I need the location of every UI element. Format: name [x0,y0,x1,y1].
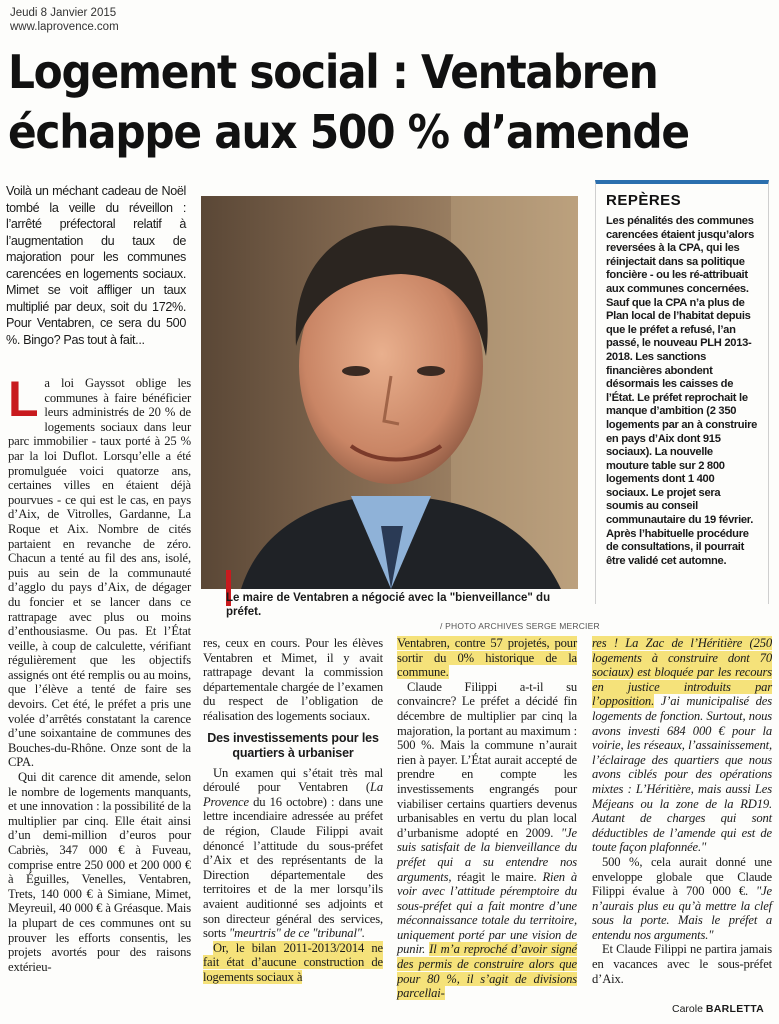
paragraph [203,941,383,985]
paragraph: res, ceux en cours. Pour les élèves Ventabren et Mimet, il y avait rattrapage devant la commission départementale chargée de l’examen du respect de l’obligation de réalisation des logements sociaux. [203,636,383,723]
highlighted-text: Or, le bilan 2011-2013/2014 ne fait état d’aucune construction de logements sociaux à [203,940,383,984]
page-header [10,6,119,34]
paragraph [592,855,772,943]
quote: "meurtris" de ce "tribunal". [229,926,365,941]
sidebar-title: REPÈRES [606,192,682,209]
paragraph: Et Claude Filippi ne partira jamais en vacances avec le sous-préfet d’Aix. [592,942,772,986]
quote: Rien à voir avec l’attitude péremptoire du sous-préfet qui a fait montre d’une méconnaissance totale du territoire, uniquement porté par une vision de punir. [397,869,578,957]
highlighted-quote: Il m’a reproché d’avoir signé des permis de construire alors que pour 80 %, il s’agit de divisions parcellai- [397,942,577,1001]
text-run: 500 %, cela aurait donné une enveloppe globale que Claude Filippi évalue à 700 000 €. [592,854,772,899]
highlighted-text: Ventabren, contre 57 projetés, pour sortir du 0% historique de la commune. [397,636,577,680]
subheading: Des investissements pour les quartiers à urbaniser [207,730,379,760]
quote: "Je suis satisfait de la bienveillance du préfet qui a su entendre nos arguments, [397,825,577,884]
text-run: Claude Filippi a-t-il su convaincre? Le préfet a décidé fin décembre de multiplier par cinq la majoration, la portant au maximum : 500 %. Mais la commune n’aurait rien à payer. L’État aurait accepté de prendre en compte les investissements engrangés pour viabiliser certains quartiers devenus urbanisables en vertu du plan local d’urbanisme adopté en 2009. [397,679,577,840]
paragraph [592,636,772,855]
reperes-sidebar [595,180,769,604]
quote: "Je n’aurais plus eu qu’à mettre la clef sous la porte. Mais le préfet a entendu nos arguments." [592,884,772,942]
paragraph [203,766,383,941]
portrait-photo [201,196,578,589]
highlighted-quote: res ! La Zac de l’Héritière (250 logements à construire dont 70 sociaux) est bloquée par les recours en justice introduits par l’opposition. [592,636,772,709]
text-run: du 16 octobre) : dans une lettre incendiaire adressée au préfet de région, Claude Filippi avait dénoncé l’attitude du sous-préfet d’Aix et des représentants de la Direction départementale des territoires et de la mer lorsqu’ils avaient auditionné ses adjoints et son directeur général des services, sorts [203,794,383,941]
photo-credit: / PHOTO ARCHIVES SERGE MERCIER [440,621,600,631]
author-first-name: Carole [672,1003,703,1015]
paragraph: a loi Gayssot oblige les communes à faire bénéficier leurs administrés de 20 % de logements sociaux dans leur parc immobilier - taux porté à 25 % par la loi Duflot. Lorsqu’elle a été promulguée voici quatorze ans, certaines villes en étaient déjà pourvues - ce qui est le cas, en pays d’Aix, de Vitrolles, Gardanne, La Roque et Aix. Nombre de cités partaient en revanche de zéro. Chacun a tenté au fil des ans, isolé, puis au sein de la communauté d’agglo du pays d’Aix, de dégager du foncier et se lancer dans ce rattrapage avec plus ou moins d’enthousiasme. Ou pas. Et l’État veille, à coup de calculette, vérifiant régulièrement que les objectifs assignés ont été remplis ou au moins, que l’élève a tenté de faire ses devoirs. Cet été, le préfet a pris une volée d’arrêtés constatant la carence d’une soixantaine de communes des Bouches-du-Rhône. Onze sont de la CPA. [8,376,191,770]
article-column-3 [397,636,577,1001]
drop-cap: L [8,371,39,427]
paragraph [397,680,577,1001]
lead-paragraph: Voilà un méchant cadeau de Noël tombé la veille du réveillon : l’arrêté préfectoral relatif à l’augmentation du taux de majoration pour les communes carencées en logements sociaux. Mimet se voit affliger un taux multiplié par deux, soit du 172%. Pour Ventabren, ce sera du 500 %. Bingo? Pas tout à fait... [6,184,186,347]
photo-caption: Le maire de Ventabren a négocié avec la "bienveillance" du préfet. [226,592,551,618]
headline-line-2: échappe aux 500 % d’amende [8,105,689,159]
article-column-4 [592,636,772,986]
article-column-2 [203,636,383,984]
publication-date: Jeudi 8 Janvier 2015 [10,7,117,19]
author-last-name: BARLETTA [705,1003,765,1015]
source-reference: La Provence [203,780,383,809]
text-run: réagit le maire. [451,869,543,884]
paragraph: Qui dit carence dit amende, selon le nombre de logements manquants, et une innovation : la possibilité de la multiplier par cinq. Elle était ainsi d’un demi-million d’euros pour Cabriès, 347 000 € à Fuveau, comprise entre 250 000 et 200 000 € à Éguilles, Venelles, Ventabren, Trets, 140 000 € à Simiane, Mimet, Meyreuil, 40 000 € à Gréasque. Mais la plupart de ces communes ont su prouver les efforts consentis, les projets avortés pour des raisons extérieu- [8,770,191,974]
article-column-1 [8,371,191,974]
author-byline [672,1003,764,1015]
headline-line-1: Logement social : Ventabren [8,45,658,99]
website-url[interactable]: www.laprovence.com [10,21,119,33]
mayor-portrait-image [201,196,578,589]
sidebar-body: Les pénalités des communes carencées étaient jusqu’alors reversées à la CPA, qui les réinjectait dans sa politique foncière - ou les ré-attribuait aux communes concernées. Sauf que la CPA n’a plus de Plan local de l’habitat depuis que le préfet a refusé, l’an passé, le nouveau PLH 2013-2018. Les sanctions financières abondent désormais les caisses de l’État. Le préfet reprochait le manque d’ambition (2 350 logements par an à construire en pays d’Aix dont 915 sociaux). La nouvelle mouture table sur 2 800 logements dont 1 400 sociaux. Le projet sera soumis au conseil communautaire du 19 février. Après l’habituelle procédure de consultations, il pourrait être validé cet automne. [606,215,758,567]
text-run: Un examen qui s’était très mal déroulé pour Ventabren ( [203,765,383,795]
quote: J’ai municipalisé des logements de fonction. Surtout, nous avons investi 684 000 € pour la voirie, les réseaux, l’assainissement, l’éclairage des quartiers que nous avons ciblés pour des opérations mixtes : L’Héritière, mais aussi Les Méjeans ou la zone de la RD19. Autant de charges qui sont déductibles de l’amende qui est de toute façon plafonnée." [592,694,772,855]
headline [8,42,712,162]
paragraph [397,636,577,680]
